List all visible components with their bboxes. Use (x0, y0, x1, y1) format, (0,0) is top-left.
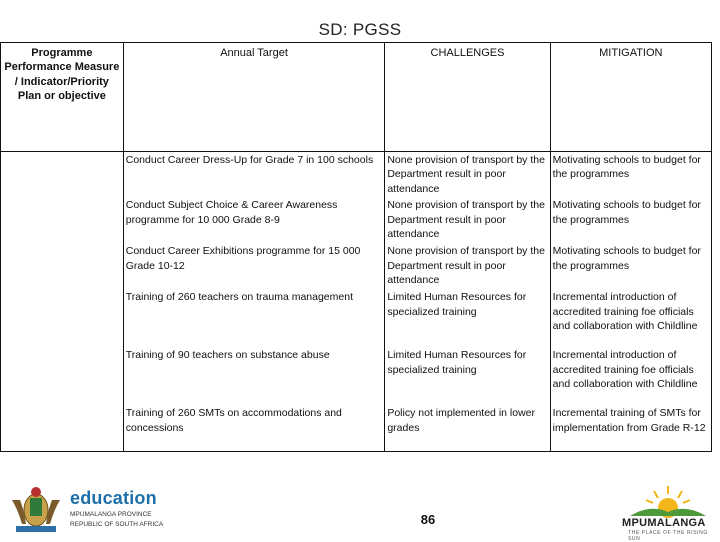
header-annual-target: Annual Target (123, 43, 385, 152)
mitigation-cell: Motivating schools to budget for the programmes (550, 243, 711, 289)
target-cell: Training of 260 SMTs on accommodations and concessions (123, 405, 385, 452)
mpumalanga-logo-tagline: THE PLACE OF THE RISING SUN (628, 530, 708, 542)
target-cell: Training of 260 teachers on trauma management (123, 289, 385, 347)
challenge-cell: None provision of transport by the Department result in poor attendance (385, 197, 550, 243)
challenge-cell: Limited Human Resources for specialized training (385, 347, 550, 405)
rising-sun-icon (620, 482, 716, 518)
slide-title: SD: PGSS (318, 20, 402, 39)
education-logo-word: education (70, 488, 157, 508)
mitigation-cell: Motivating schools to budget for the programmes (550, 197, 711, 243)
education-logo-line2: REPUBLIC OF SOUTH AFRICA (70, 521, 164, 528)
challenge-cell: None provision of transport by the Department result in poor attendance (385, 152, 550, 198)
mitigation-cell: Motivating schools to budget for the programmes (550, 152, 711, 198)
title-bar (0, 0, 720, 42)
header-challenges: CHALLENGES (385, 43, 550, 152)
header-indicator: Programme Performance Measure / Indicator/Priority Plan or objective (1, 43, 124, 152)
mpumalanga-logo-word: MPUMALANGA (622, 517, 706, 529)
table-row (1, 152, 712, 198)
target-cell: Conduct Career Exhibitions programme for 15 000 Grade 10-12 (123, 243, 385, 289)
challenge-cell: Policy not implemented in lower grades (385, 405, 550, 452)
performance-table (0, 42, 712, 452)
challenge-cell: Limited Human Resources for specialized training (385, 289, 550, 347)
header-mitigation: MITIGATION (550, 43, 711, 152)
mitigation-cell: Incremental introduction of accredited training foe officials and collaboration with Childline (550, 347, 711, 405)
indicator-cell (1, 152, 124, 452)
table-header-row (1, 43, 712, 152)
mitigation-cell: Incremental training of SMTs for implementation from Grade R-12 (550, 405, 711, 452)
education-logo-line1: MPUMALANGA PROVINCE (70, 511, 152, 518)
coat-of-arms-icon (6, 480, 66, 538)
education-logo (70, 488, 163, 529)
target-cell: Training of 90 teachers on substance abuse (123, 347, 385, 405)
mitigation-cell: Incremental introduction of accredited training foe officials and collaboration with Childline (550, 289, 711, 347)
challenge-cell: None provision of transport by the Department result in poor attendance (385, 243, 550, 289)
target-cell: Conduct Career Dress-Up for Grade 7 in 100 schools (123, 152, 385, 198)
target-cell: Conduct Subject Choice & Career Awareness programme for 10 000 Grade 8-9 (123, 197, 385, 243)
page-number: 86 (420, 512, 436, 527)
